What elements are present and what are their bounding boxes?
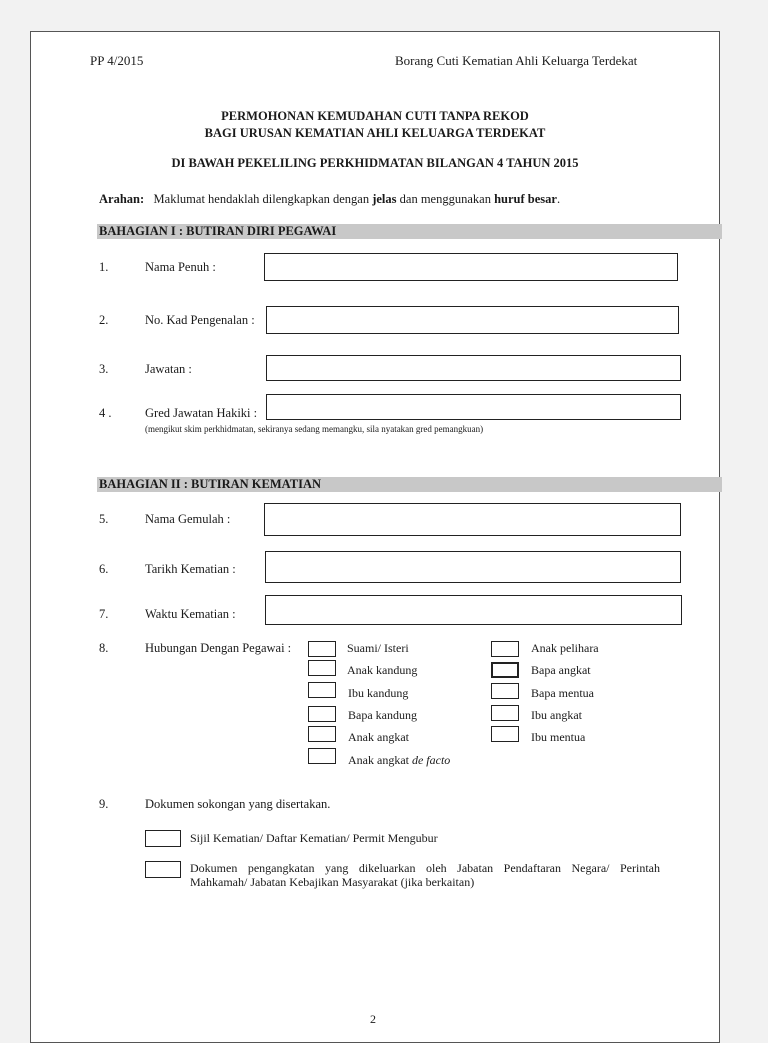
option-adoptive-father-label: Bapa angkat — [531, 663, 591, 677]
field-number: 5. — [99, 512, 109, 526]
option-biological-father-label: Bapa kandung — [348, 708, 417, 722]
page-number: 2 — [370, 1012, 376, 1026]
option-de-facto-adopted-child-label — [348, 753, 450, 768]
full-name-label: Nama Penuh : — [145, 260, 216, 274]
ic-number-label: No. Kad Pengenalan : — [145, 313, 255, 327]
option-father-in-law-label: Bapa mentua — [531, 686, 594, 700]
option-spouse-label: Suami/ Isteri — [347, 641, 409, 655]
checkbox-de-facto-adopted-child[interactable] — [308, 748, 336, 764]
checkbox-father-in-law[interactable] — [491, 683, 519, 699]
field-number: 8. — [99, 641, 109, 655]
deceased-name-label: Nama Gemulah : — [145, 512, 231, 526]
option-foster-child-label: Anak pelihara — [531, 641, 599, 655]
field-number: 9. — [99, 797, 109, 811]
option-biological-child-label: Anak kandung — [347, 663, 418, 677]
checkbox-adoptive-mother[interactable] — [491, 705, 519, 721]
checkbox-biological-father[interactable] — [308, 706, 336, 722]
option-adoptive-mother-label: Ibu angkat — [531, 708, 582, 722]
position-field[interactable] — [266, 355, 681, 381]
instructions-label: Arahan: — [99, 192, 145, 206]
form-name: Borang Cuti Kematian Ahli Keluarga Terdekat — [395, 53, 638, 68]
field-number: 3. — [99, 362, 109, 376]
instructions-text-2: dan menggunakan — [396, 192, 495, 206]
section-1-heading: BAHAGIAN I : BUTIRAN DIRI PEGAWAI — [97, 224, 722, 239]
form-title-line2: BAGI URUSAN KEMATIAN AHLI KELUARGA TERDEKAT — [204, 126, 546, 140]
field-number: 7. — [99, 607, 109, 621]
option-biological-mother-label: Ibu kandung — [348, 686, 409, 700]
checkbox-adopted-child[interactable] — [308, 726, 336, 742]
field-number: 4 . — [99, 406, 112, 420]
grade-note: (mengikut skim perkhidmatan, sekiranya sedang memangku, sila nyatakan gred pemangkuan) — [145, 424, 484, 434]
substantive-grade-label: Gred Jawatan Hakiki : — [145, 406, 258, 420]
checkbox-adoptive-father[interactable] — [491, 662, 519, 678]
form-title-line3: DI BAWAH PEKELILING PERKHIDMATAN BILANGAN 4 TAHUN 2015 — [171, 156, 579, 170]
death-date-field[interactable] — [265, 551, 681, 583]
adoption-document-label: Dokumen pengangkatan yang dikeluarkan oleh Jabatan Pendaftaran Negara/ Perintah Mahkamah/ Jabatan Kebajikan Masyarakat (jika berkaitan) — [190, 861, 660, 889]
instructions — [99, 192, 560, 207]
field-number: 1. — [99, 260, 109, 274]
instructions-text-1: Maklumat hendaklah dilengkapkan dengan — [153, 192, 373, 206]
checkbox-spouse[interactable] — [308, 641, 336, 657]
section-2-heading: BAHAGIAN II : BUTIRAN KEMATIAN — [97, 477, 722, 492]
form-page — [30, 31, 720, 1043]
full-name-field[interactable] — [264, 253, 678, 281]
ic-number-field[interactable] — [266, 306, 679, 334]
checkbox-foster-child[interactable] — [491, 641, 519, 657]
checkbox-adoption-document[interactable] — [145, 861, 181, 878]
form-title-line1: PERMOHONAN KEMUDAHAN CUTI TANPA REKOD — [221, 109, 529, 123]
substantive-grade-field[interactable] — [266, 394, 681, 420]
death-time-field[interactable] — [265, 595, 682, 625]
option-mother-in-law-label: Ibu mentua — [531, 730, 586, 744]
instructions-bold-2: huruf besar — [494, 192, 557, 206]
checkbox-death-certificate[interactable] — [145, 830, 181, 847]
death-time-label: Waktu Kematian : — [145, 607, 236, 621]
position-label: Jawatan : — [145, 362, 192, 376]
deceased-name-field[interactable] — [264, 503, 681, 536]
supporting-documents-label: Dokumen sokongan yang disertakan. — [145, 797, 331, 811]
option-de-facto-text: Anak angkat — [348, 753, 412, 767]
checkbox-biological-child[interactable] — [308, 660, 336, 676]
option-de-facto-italic: de facto — [411, 753, 451, 767]
checkbox-mother-in-law[interactable] — [491, 726, 519, 742]
relationship-label: Hubungan Dengan Pegawai : — [145, 641, 292, 655]
checkbox-biological-mother[interactable] — [308, 682, 336, 698]
document-reference: PP 4/2015 — [90, 53, 144, 68]
death-certificate-label: Sijil Kematian/ Daftar Kematian/ Permit Mengubur — [190, 831, 438, 845]
option-adopted-child-label: Anak angkat — [348, 730, 409, 744]
instructions-bold-1: jelas — [372, 192, 397, 206]
death-date-label: Tarikh Kematian : — [145, 562, 236, 576]
field-number: 2. — [99, 313, 109, 327]
instructions-text-3: . — [556, 192, 561, 206]
field-number: 6. — [99, 562, 109, 576]
